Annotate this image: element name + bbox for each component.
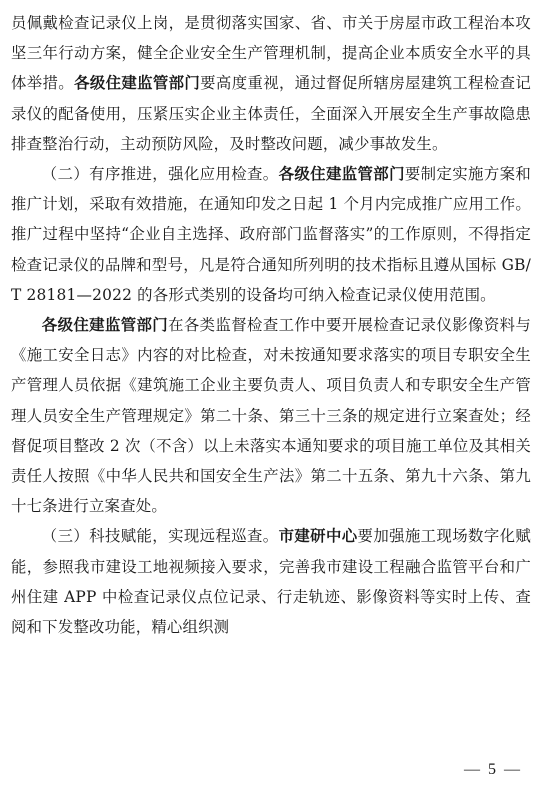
paragraph-1-text-2: 要高度重视，通过督促所辖房屋建筑工程检查记录仪的配备使用，压紧压实企业主体责任，全面深入开展安全生产事故隐患排查整治行动，主动预防风险，及时整改问题，减少事故发生。 (11, 74, 532, 153)
paragraph-3-highlight-department: 各级住建监管部门 (41, 316, 169, 335)
paragraph-2 (11, 159, 531, 310)
paragraph-1-text-1: 员佩戴检查记录仪上岗，是贯彻落实国家、省、市关于房屋市政工程治本攻坚三年行动方案，健全企业安全生产管理机制，提高企业本质安全水平的具体举措。 (11, 14, 531, 93)
paragraph-4-heading: （三）科技赋能，实现远程巡查。 (41, 527, 279, 546)
paragraph-2-text: 要制定实施方案和推广计划，采取有效措施，在通知印发之日起 1 个月内完成推广应用工作。推广过程中坚持“企业自主选择、政府部门监督落实”的工作原则，不得指定检查记录仪的品牌和型号，凡是符合通知所列明的技术指标且遵从国标 GB/T 28181—2022 的各形式类别的设备均可纳入检查记录仪使用范围。 (11, 165, 531, 304)
paragraph-3-text: 在各类监督检查工作中要开展检查记录仪影像资料与《施工安全日志》内容的对比检查，对未按通知要求落实的项目专职安全生产管理人员依据《建筑施工企业主要负责人、项目负责人和专职安全生产管理人员安全生产管理规定》第二十条、第三十三条的规定进行立案查处；经督促项目整改 2 次（不含）以上未落实本通知要求的项目施工单位及其相关责任人按照《中华人民共和国安全生产法》第二十五条、第九十六条、第九十七条进行立案查处。 (11, 316, 531, 516)
paragraph-1-highlight-department: 各级住建监管部门 (74, 74, 201, 93)
paragraph-1 (11, 8, 531, 159)
paragraph-4-highlight-center: 市建研中心 (278, 527, 358, 546)
paragraph-4-text: 要加强施工现场数字化赋能，参照我市建设工地视频接入要求，完善我市建设工程融合监管平台和广州住建 APP 中检查记录仪点位记录、行走轨迹、影像资料等实时上传、查阅和下发整改功能，精心组织测 (11, 527, 531, 637)
paragraph-3 (11, 310, 531, 521)
paragraph-4 (11, 521, 531, 642)
paragraph-2-heading: （二）有序推进，强化应用检查。 (41, 165, 279, 184)
paragraph-2-highlight-department: 各级住建监管部门 (278, 165, 405, 184)
page-number: — 5 — (464, 761, 522, 778)
